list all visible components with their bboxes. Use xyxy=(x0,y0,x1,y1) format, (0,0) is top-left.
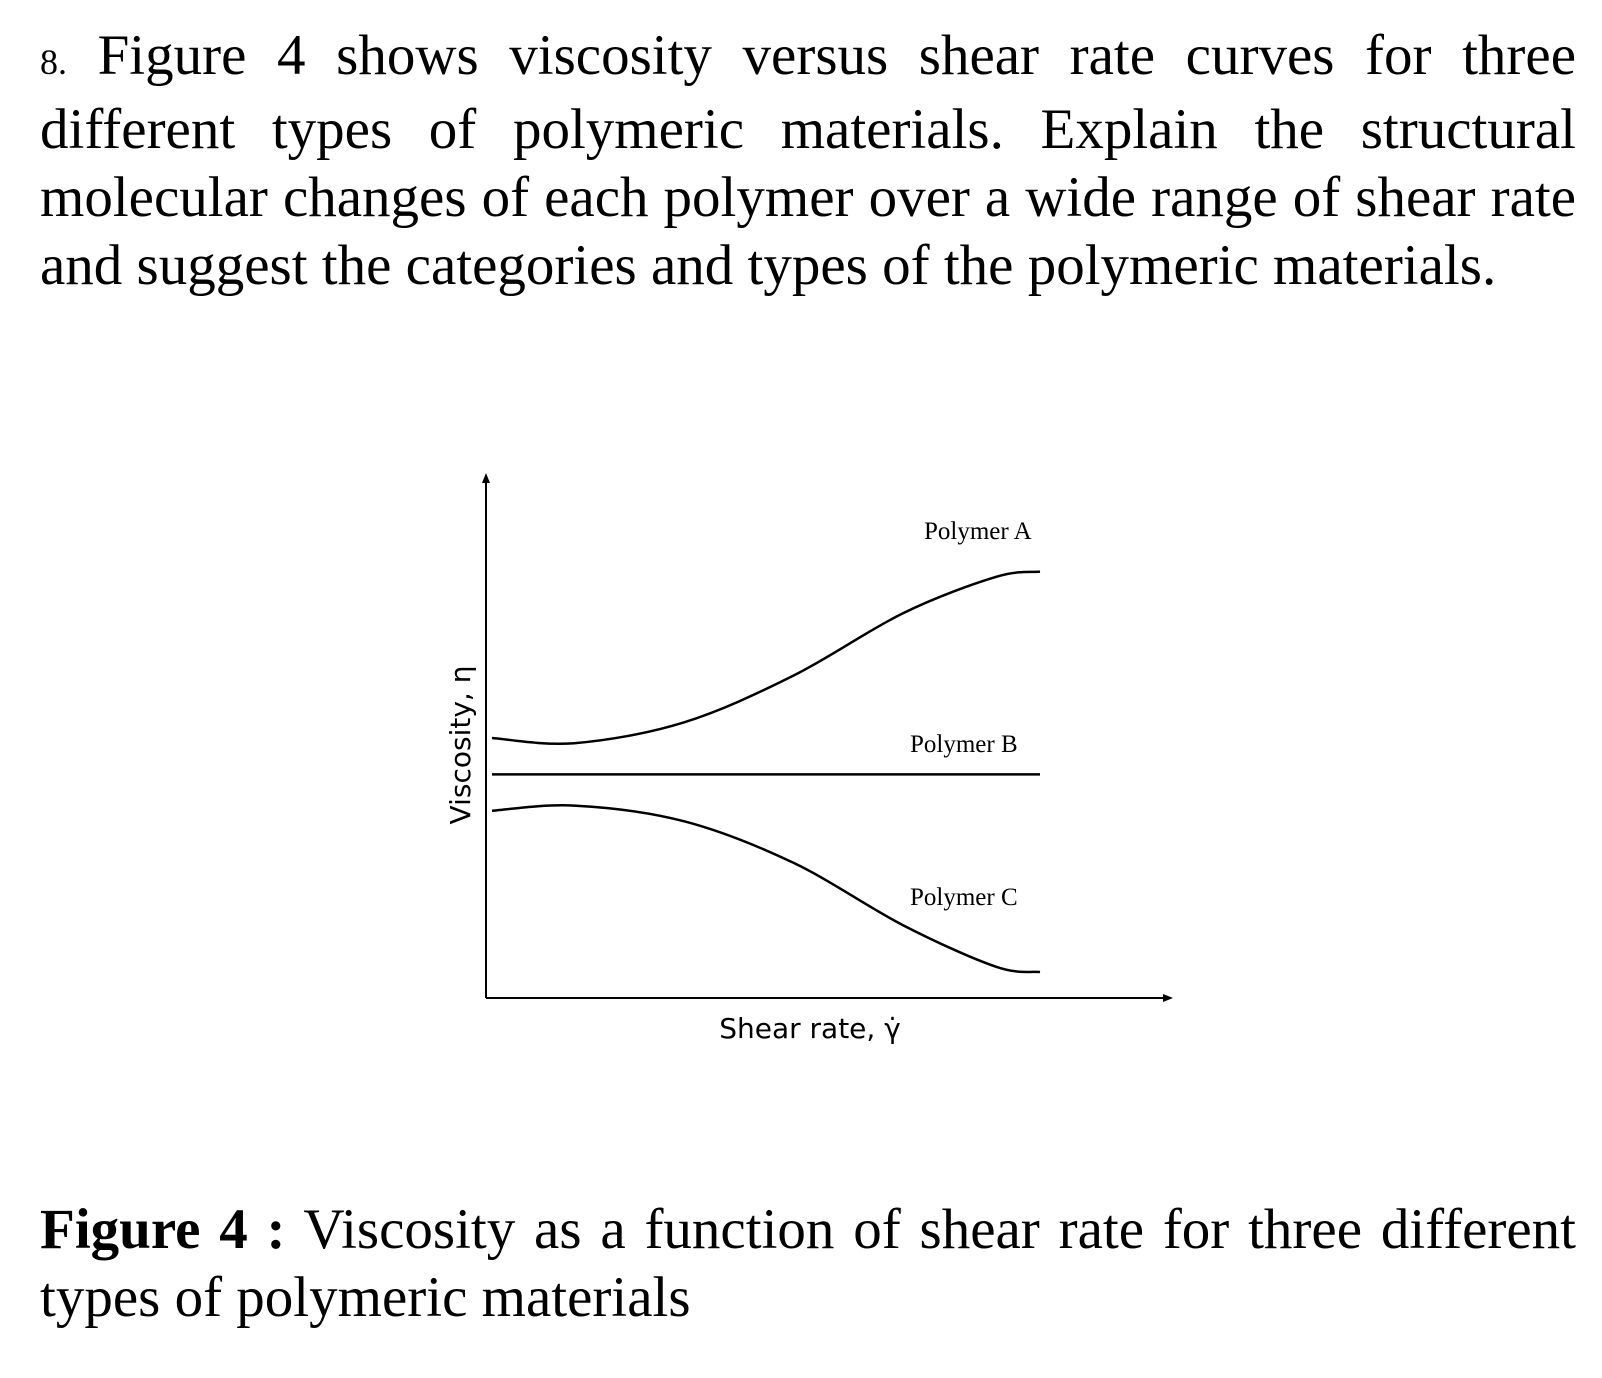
x-axis-label: Shear rate, γ̇ xyxy=(719,1012,901,1045)
y-axis-label: Viscosity, η xyxy=(444,665,477,825)
question-body: Figure 4 shows viscosity versus shear rate curves for three different types of polymeric materials. Explain the structural molecular changes of each polymer over a wide range of shear rate and suggest the categories and types of the polymeric materials. xyxy=(40,24,1577,297)
question-number: 8. xyxy=(40,42,67,82)
series-label-polymer-c: Polymer C xyxy=(910,884,1018,911)
series-line-polymer-a xyxy=(492,572,1040,744)
figure-caption xyxy=(40,1196,1576,1332)
figure-caption-label: Figure 4 : xyxy=(40,1198,286,1261)
series-label-polymer-a: Polymer A xyxy=(924,518,1032,545)
figure-caption-text: Viscosity as a function of shear rate for three different types of polymeric materials xyxy=(40,1198,1577,1329)
series-label-polymer-b: Polymer B xyxy=(910,731,1018,758)
